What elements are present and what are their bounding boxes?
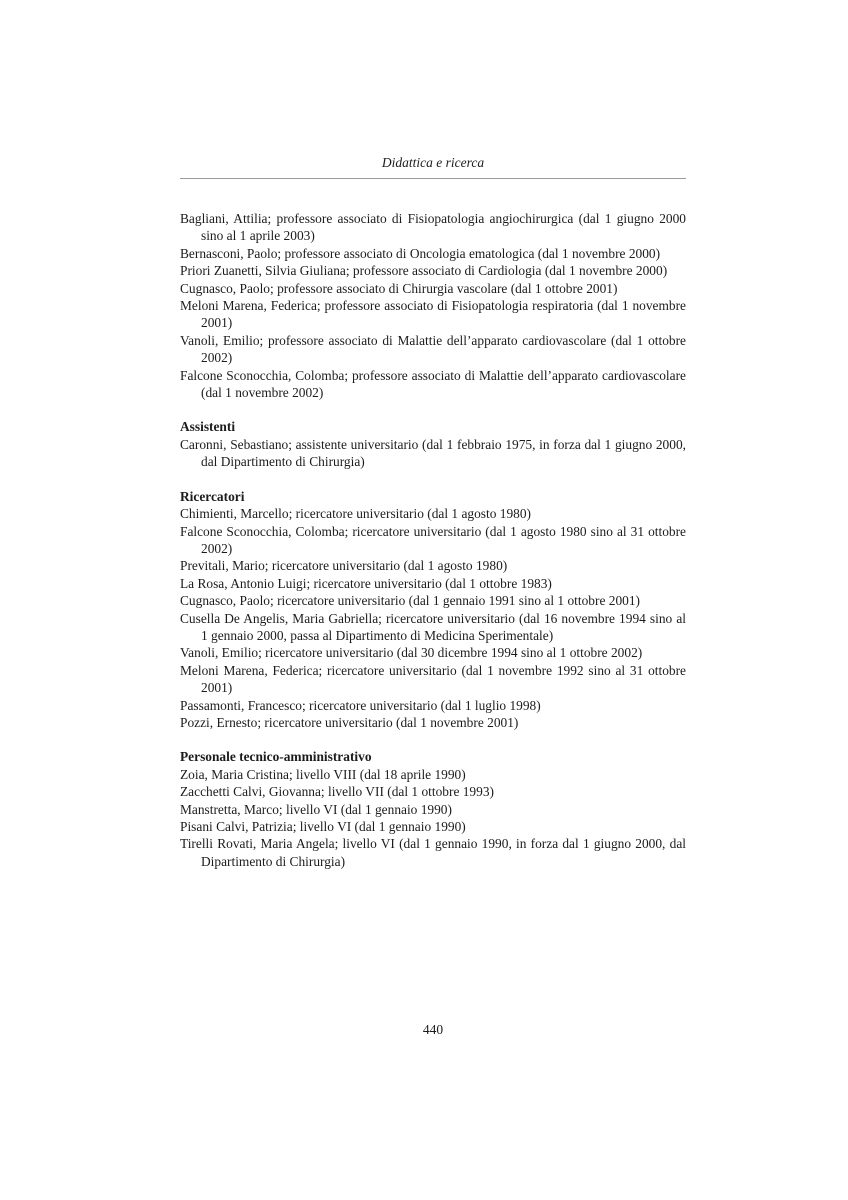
personnel-entry: Previtali, Mario; ricercatore universitario (dal 1 agosto 1980) bbox=[180, 558, 508, 574]
personnel-entry: Passamonti, Francesco; ricercatore universitario (dal 1 luglio 1998) bbox=[180, 697, 541, 713]
personnel-entry: Cugnasco, Paolo; professore associato di Chirurgia vascolare (dal 1 ottobre 2001) bbox=[180, 280, 618, 296]
section-heading: Personale tecnico-amministrativo bbox=[180, 749, 372, 765]
running-header-title: Didattica e ricerca bbox=[381, 155, 485, 170]
personnel-entry: Caronni, Sebastiano; assistente universitario (dal 1 febbraio 1975, in forza dal 1 giugno 2000, dal Dipartimento di Chirurgia) bbox=[180, 436, 686, 470]
personnel-entry: Pozzi, Ernesto; ricercatore universitario (dal 1 novembre 2001) bbox=[180, 714, 519, 730]
personnel-entry: La Rosa, Antonio Luigi; ricercatore universitario (dal 1 ottobre 1983) bbox=[180, 575, 552, 591]
personnel-entry: Bagliani, Attilia; professore associato di Fisiopatologia angiochirurgica (dal 1 giugno 2000 sino al 1 aprile 2003) bbox=[180, 211, 686, 244]
personnel-entry: Bernasconi, Paolo; professore associato di Oncologia ematologica (dal 1 novembre 2000) bbox=[180, 245, 661, 261]
page-content bbox=[180, 210, 686, 870]
personnel-entry: Pisani Calvi, Patrizia; livello VI (dal 1 gennaio 1990) bbox=[180, 819, 466, 834]
section-heading: Ricercatori bbox=[180, 488, 245, 504]
personnel-entry: Priori Zuanetti, Silvia Giuliana; professore associato di Cardiologia (dal 1 novembre 2000) bbox=[180, 263, 668, 279]
personnel-entry: Cusella De Angelis, Maria Gabriella; ricercatore universitario (dal 16 novembre 1994 sino al 1 gennaio 2000, passa al Dipartimento di Medicina Sperimentale) bbox=[180, 610, 686, 643]
personnel-entry: Falcone Sconocchia, Colomba; professore associato di Malattie dell’apparato cardiovascolare (dal 1 novembre 2002) bbox=[180, 367, 686, 401]
personnel-entry: Manstretta, Marco; livello VI (dal 1 gennaio 1990) bbox=[180, 801, 452, 817]
personnel-entry: Meloni Marena, Federica; ricercatore universitario (dal 1 novembre 1992 sino al 31 ottobre 2001) bbox=[180, 662, 686, 696]
personnel-entry: Vanoli, Emilio; professore associato di Malattie dell’apparato cardiovascolare (dal 1 ottobre 2002) bbox=[180, 332, 686, 366]
section-heading: Assistenti bbox=[180, 419, 236, 435]
personnel-entry: Vanoli, Emilio; ricercatore universitario (dal 30 dicembre 1994 sino al 1 ottobre 2002) bbox=[180, 645, 643, 661]
personnel-entry: Falcone Sconocchia, Colomba; ricercatore universitario (dal 1 agosto 1980 sino al 31 ottobre 2002) bbox=[180, 523, 686, 556]
personnel-entry: Tirelli Rovati, Maria Angela; livello VI (dal 1 gennaio 1990, in forza dal 1 giugno 2000, dal Dipartimento di Chirurgia) bbox=[180, 836, 686, 869]
personnel-entry: Chimienti, Marcello; ricercatore universitario (dal 1 agosto 1980) bbox=[180, 506, 532, 522]
personnel-entry: Meloni Marena, Federica; professore associato di Fisiopatologia respiratoria (dal 1 novembre 2001) bbox=[180, 298, 686, 331]
personnel-entry: Zacchetti Calvi, Giovanna; livello VII (dal 1 ottobre 1993) bbox=[180, 784, 494, 800]
running-header bbox=[180, 155, 686, 179]
text-block bbox=[180, 155, 686, 870]
personnel-entry: Cugnasco, Paolo; ricercatore universitario (dal 1 gennaio 1991 sino al 1 ottobre 2001) bbox=[180, 593, 640, 609]
personnel-entry: Zoia, Maria Cristina; livello VIII (dal 18 aprile 1990) bbox=[180, 766, 466, 782]
page-number: 440 bbox=[422, 1022, 444, 1037]
